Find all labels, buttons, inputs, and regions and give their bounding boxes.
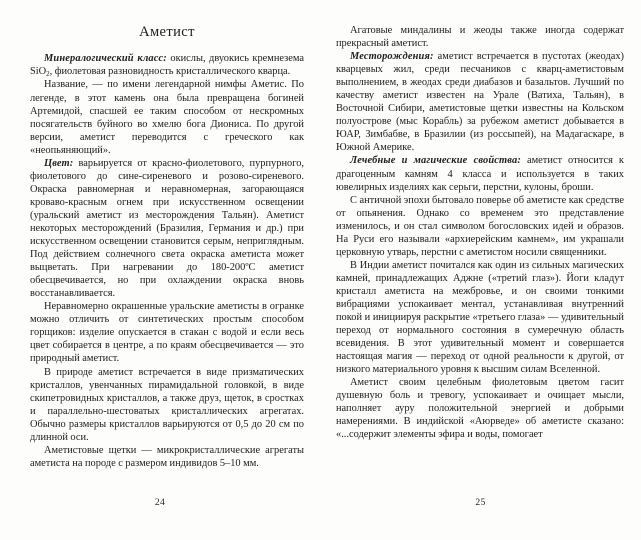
text-mineralogical-class-before: окислы, двуокись кремнезема SiO xyxy=(30,53,304,78)
lead-healing-magic: Лечебные и магические свойства: xyxy=(350,155,521,167)
page-right-text-block xyxy=(320,24,641,442)
page-left-text-block xyxy=(0,24,320,470)
paragraph-healing-magic xyxy=(336,154,624,193)
formula-subscript-sio2: 2 xyxy=(46,70,50,79)
paragraph-crystal-habit xyxy=(30,366,304,444)
text-amethyst-brushes: Аметистовые щетки — микрокристаллические агрегаты аметиста на породе с размером индивидов 5–10 мм. xyxy=(30,444,304,469)
paragraph-india xyxy=(336,259,624,376)
text-uralic-test: Неравномерно окрашенные уральские аметисты в огранке можно отличить от синтетических простым способом горщиков: изделие опускается в стакан с водой и если весь цвет собирается в центре, а по краям обесцвечивается — это природный аметист. xyxy=(30,301,304,365)
text-mineralogical-class-after: , фиолетовая разновидность кристаллического кварца. xyxy=(49,66,291,78)
text-name-origin: Название, — по имени легендарной нимфы Аметис. По легенде, в этот камень она была превращена богиней Артемидой, спасшей ее таким способом от нескромных посягательств буйного во хмелю бога Диониса. По другой версии, аметист переводится с греческого как «неопьяняющий». xyxy=(30,79,304,156)
page-number-left: 24 xyxy=(154,497,166,508)
page-number-right: 25 xyxy=(475,497,486,508)
text-crystal-habit: В природе аметист встречается в виде призматических кристаллов, увенчанных пирамидальной головкой, в виде скипетровидных кристаллов, а также друз, щеток, в сростках и параллельно-шестоватых кристаллических агрегатах. Обычно размеры кристаллов варьируются от 0,5 до 20 см по длинной оси. xyxy=(30,366,304,443)
text-color: варьируется от красно-фиолетового, пурпурного, фиолетового до сине-сиреневого и розово-сиреневого. Окраска равномерная и неравномерная, загорающаяся кроваво-красным огнем при искусственном освещении (уральский аметист из месторождения Тальян). Аметист некоторых месторождений (Бразилия, Германия и др.) при искусственном освещении становится серым, неприглядным. Под действием солнечного света окраска аметиста может выцветать. При нагревании до 180-200ºС аметист обесцвечивается, но при охлаждении окраска вновь восстанавливается. xyxy=(30,157,304,300)
text-agate-geodes: Агатовые миндалины и жеоды также иногда содержат прекрасный аметист. xyxy=(336,25,624,50)
page-left xyxy=(0,0,320,540)
paragraph-color xyxy=(30,157,304,301)
text-antiquity: С античной эпохи бытовало поверье об аметисте как средстве от опьянения. Однако со временем это представление изменилось, и он стал символом богословских идей и образов. На Руси его называли «архиерейским камнем», им украшали церковную утварь, перстни с аметистом носили священники. xyxy=(336,194,624,258)
page-right xyxy=(320,0,641,540)
paragraph-uralic-test xyxy=(30,300,304,365)
text-healing-magic: аметист относится к драгоценным камням 4 класса и используется в таких ювелирных изделиях как серьги, перстни, кулоны, броши. xyxy=(336,155,624,193)
text-ayurveda: Аметист своим целебным фиолетовым цветом гасит душевную боль и тревогу, успокаивает и очищает мысли, наполняет ауру положительной энергией и добрыми намерениями. В индийской «Аюрведе» об аметисте сказано: «...содержит элементы эфира и воды, помогает xyxy=(336,377,624,441)
paragraph-antiquity xyxy=(336,194,624,259)
paragraph-agate-geodes xyxy=(336,24,624,50)
page-title: Аметист xyxy=(139,24,195,40)
paragraph-mineralogical-class xyxy=(30,52,304,78)
paragraph-name-origin xyxy=(30,78,304,156)
paragraph-amethyst-brushes xyxy=(30,444,304,470)
paragraph-ayurveda xyxy=(336,376,624,441)
text-deposits: аметист встречается в пустотах (жеодах) кварцевых жил, среди песчаников с кварц-аметистовым выполнением, в жеодах среди диабазов и базальтов. Лучший по качеству аметист известен на Урале (Ватиха, Тальян), в Восточной Сибири, аметистовые щетки известны на Кольском полуострове (мыс Корабль) за рубежом аметист добывается в ЮАР, Зимбабве, в Бразилии (из россыпей), на Мадагаскаре, в Южной Америке. xyxy=(336,51,624,154)
text-india: В Индии аметист почитался как один из сильных магических камней, принадлежащих Аджне («третий глаз»). Йоги кладут кристалл аметиста на межбровье, и он своими тонкими вибрациями успокаивает ментал, устанавливая внутренний покой и инициируя раскрытие «третьего глаза» — удивительный переход от нормального состояния в сумеречную область всевидения. В этот удивительный момент и совершается настоящая магия — переход от одной реальности к другой, от низкого материального уровня к высшим силам Вселенной. xyxy=(336,259,624,376)
paragraph-deposits xyxy=(336,50,624,154)
lead-deposits: Месторождения: xyxy=(350,51,434,63)
lead-color: Цвет: xyxy=(44,157,74,169)
lead-mineralogical-class: Минералогический класс: xyxy=(44,53,167,65)
